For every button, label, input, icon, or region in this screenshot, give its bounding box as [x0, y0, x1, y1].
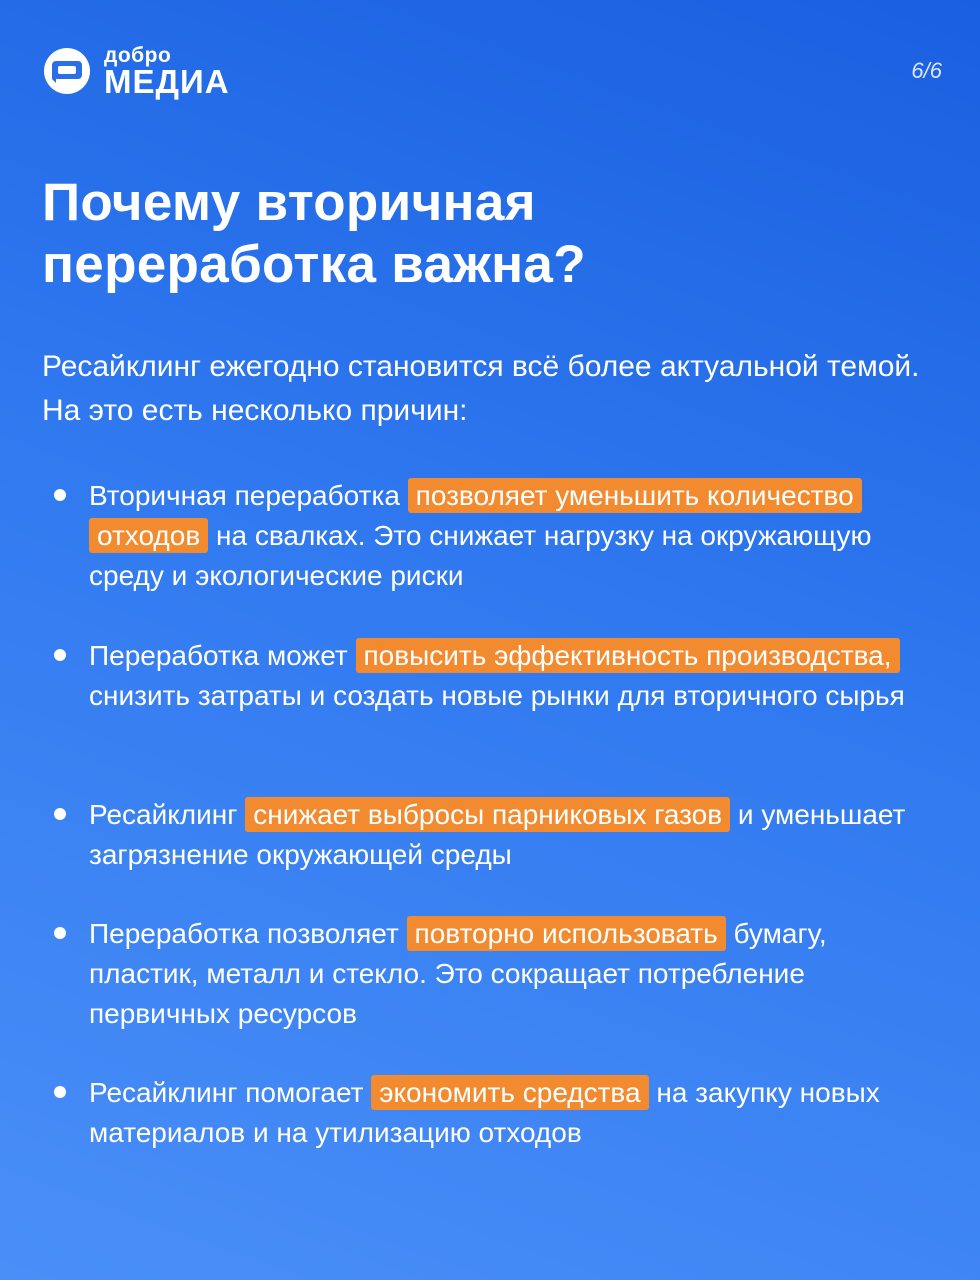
intro-text: Ресайклинг ежегодно становится всё более актуальной темой. На это есть несколько причин: [42, 350, 920, 427]
list-item [42, 1073, 922, 1153]
text-before: Вторичная переработка [89, 480, 408, 511]
text-after: на закупку новых материалов и на утилизацию отходов [89, 1077, 880, 1148]
list-item [42, 914, 922, 1034]
text-before: Переработка может [89, 640, 356, 671]
list-item-text [89, 914, 922, 1034]
text-after: на свалках. Это снижает нагрузку на окружающую среду и экологические риски [89, 520, 872, 591]
list-item [42, 795, 922, 875]
highlighted-text: экономить средства [371, 1075, 648, 1110]
highlighted-text: повысить эффективность производства, [356, 638, 900, 673]
text-before: Переработка позволяет [89, 918, 407, 949]
list-item [42, 636, 922, 716]
highlighted-text: повторно использовать [407, 916, 726, 951]
list-item-text [89, 636, 922, 716]
logo-bottom-text: МЕДИА [104, 62, 230, 100]
bullet-dot-icon [54, 808, 66, 820]
text-before: Ресайклинг [89, 799, 246, 830]
bullet-dot-icon [54, 927, 66, 939]
bullet-dot-icon [54, 649, 66, 661]
text-after: бумагу, пластик, металл и стекло. Это сокращает потребление первичных ресурсов [89, 918, 827, 1029]
highlighted-text: снижает выбросы парниковых газов [245, 797, 730, 832]
speech-bubble-icon [40, 44, 94, 98]
highlighted-text: позволяет уменьшить количество отходов [89, 478, 862, 553]
text-after: снизить затраты и создать новые рынки для вторичного сырья [89, 680, 905, 711]
text-after: и уменьшает загрязнение окружающей среды [89, 799, 906, 870]
bullet-dot-icon [54, 489, 66, 501]
page-indicator: 6/6 [911, 58, 942, 83]
brand-logo [40, 44, 230, 98]
text-before: Ресайклинг помогает [89, 1077, 372, 1108]
logo-top-text: добро [104, 43, 172, 67]
bullet-dot-icon [54, 1086, 66, 1098]
list-item-text [89, 795, 922, 875]
list-item-text [89, 476, 922, 596]
list-item-text [89, 1073, 922, 1153]
list-item [42, 476, 922, 596]
page-title: Почему вторичная переработка важна? [42, 173, 586, 294]
